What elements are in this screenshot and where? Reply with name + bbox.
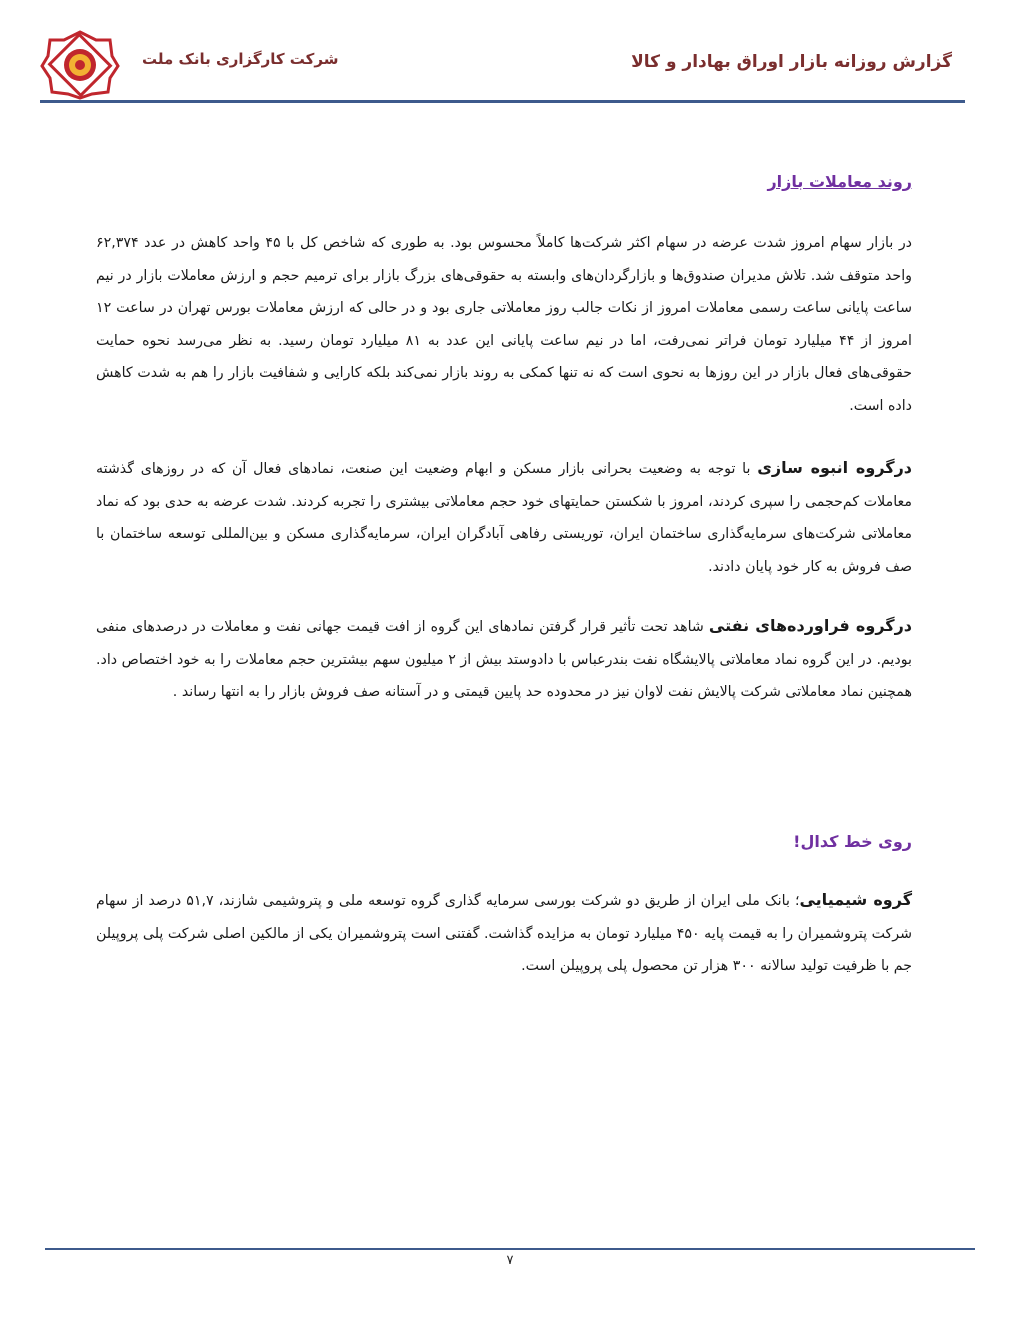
chemical-group-text: ؛ بانک ملی ایران از طریق دو شرکت بورسی سرمایه گذاری گروه توسعه ملی و پتروشیمی شازند، ۵۱,۷ درصد از سهام شرکت پتروشمیران را به قیمت پایه ۴۵۰ میلیارد تومان به مزایده گذاشت. گفتنی است پتروشمیران یکی از مالکین اصلی شرکت پلی پروپیلن جم با ظرفیت تولید سالانه ۳۰۰ هزار تن محصول پلی پروپیلن است.: [96, 893, 912, 974]
section-title-candle-line: روی خط کدال!: [793, 832, 912, 851]
market-trend-body: [96, 227, 912, 422]
oil-products-paragraph: [96, 610, 912, 709]
mass-construction-lead: درگروه انبوه سازی: [757, 458, 912, 477]
mass-construction-section: [96, 452, 912, 583]
oil-products-section: [96, 610, 912, 709]
page-number: ۷: [506, 1253, 514, 1268]
section-title-market-trend: روند معاملات بازار: [767, 172, 912, 191]
chemical-group-lead: گروه شیمیایی: [799, 890, 912, 909]
mass-construction-paragraph: [96, 452, 912, 583]
header-divider: [40, 100, 965, 103]
candle-line-body: [96, 884, 912, 983]
market-trend-paragraph: در بازار سهام امروز شدت عرضه در سهام اکثر شرکت‌ها کاملاً محسوس بود. به طوری که شاخص کل با ۴۵ واحد کاهش در عدد ۶۲,۳۷۴ واحد متوقف شد. تلاش مدیران صندوق‌ها و بازارگردان‌های وابسته به حقوقی‌های بزرگ بازار برای ترمیم حجم و ارزش معاملات بازار در نیم ساعت پایانی ساعت رسمی معاملات امروز از نکات جالب روز معاملاتی جاری بود و در حالی که ارزش معاملات بورس تهران در ساعت ۱۲ امروز از ۴۴ میلیارد تومان فراتر نمی‌رفت، اما در نیم ساعت پایانی این عدد به ۸۱ میلیارد تومان رسید. به نظر می‌رسد نحوه حمایت حقوقی‌های فعال بازار در این روزها به نحوی است که نه تنها کمکی به روند بازار نمی‌کند بلکه کارایی و شفافیت بازار را هم به شدت کاهش داده است.: [96, 235, 912, 414]
report-title: گزارش روزانه بازار اوراق بهادار و کالا: [631, 52, 952, 72]
company-name: شرکت کارگزاری بانک ملت: [142, 50, 339, 68]
chemical-group-paragraph: [96, 884, 912, 983]
oil-products-lead: درگروه فراورده‌های نفتی: [708, 616, 912, 635]
market-trend-section: [96, 172, 912, 191]
mass-construction-text: با توجه به وضعیت بحرانی بازار مسکن و ابهام وضعیت این صنعت، نمادهای فعال آن که در روزهای گذشته معاملات کم‌حجمی را سپری کردند، امروز با شکستن حمایتهای خود حجم معاملاتی بیشتری را تجربه کردند. شدت عرضه به حدی بود که نماد معاملاتی شرکت‌های سرمایه‌گذاری ساختمان ایران، توریستی رفاهی آبادگران ایران، سرمایه‌گذاری مسکن و بین‌المللی توسعه ساختمان با صف فروش به کار خود پایان دادند.: [96, 461, 912, 575]
bank-mellat-logo: [40, 28, 120, 100]
oil-products-text: شاهد تحت تأثیر قرار گرفتن نمادهای این گروه از افت قیمت جهانی نفت و معاملات در درصدهای منفی بودیم. در این گروه نماد معاملاتی پالایشگاه نفت بندرعباس با دادوستد بیش از ۲ میلیون سهم بیشترین حجم معاملات را به خود اختصاص داد. همچنین نماد معاملاتی شرکت پالایش نفت لاوان نیز در محدوده حد پایین قیمتی و در آستانه صف فروش بازار را به انتها رساند .: [96, 619, 912, 700]
candle-line-section: [96, 832, 912, 851]
footer-divider: [45, 1248, 975, 1250]
